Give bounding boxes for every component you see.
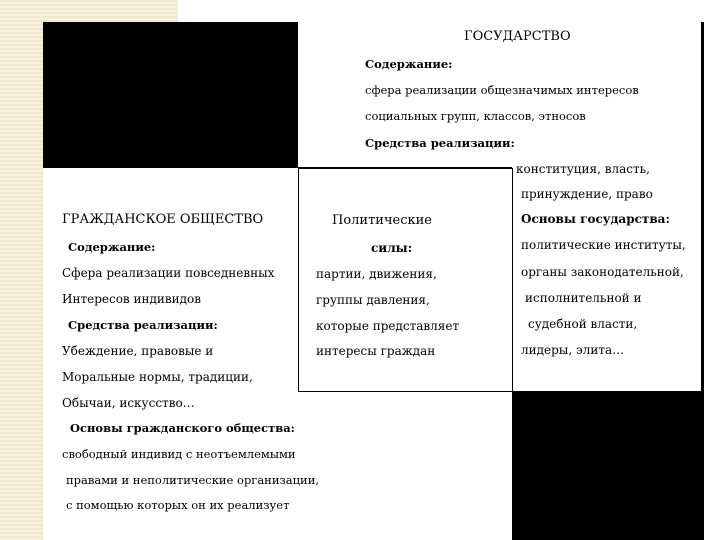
state-means-line: принуждение, право [521, 187, 653, 201]
state-title: ГОСУДАРСТВО [464, 29, 571, 44]
state-content-line: социальных групп, классов, этносов [365, 109, 586, 123]
political-forces-line: партии, движения, [316, 267, 437, 281]
state-means-line: конституция, власть, [516, 162, 650, 176]
political-forces-subtitle: силы: [371, 241, 413, 255]
civil-society-basis-line: правами и неполитические организации, [66, 473, 320, 487]
political-forces-line: которые представляет [316, 319, 460, 333]
civil-society-basis-label: Основы гражданского общества: [70, 421, 295, 435]
civil-society-content-label: Содержание: [68, 240, 156, 254]
state-basis-line: органы законодательной, [521, 265, 684, 279]
political-forces-line: группы давления, [316, 293, 430, 307]
state-means-label: Средства реализации: [365, 136, 515, 150]
state-basis-line: политические институты, [521, 238, 686, 252]
civil-society-means-line: Обычаи, искусство… [62, 396, 195, 410]
civil-society-content-line: Интересов индивидов [62, 292, 202, 306]
civil-society-means-line: Убеждение, правовые и [62, 344, 214, 358]
civil-society-means-line: Моральные нормы, традиции, [62, 370, 253, 384]
state-content-line: сфера реализации общезначимых интересов [365, 83, 639, 97]
state-basis-line: судебной власти, [528, 317, 638, 331]
political-forces-line: интересы граждан [316, 344, 436, 358]
state-basis-line: лидеры, элита… [521, 343, 625, 357]
civil-society-means-label: Средства реализации: [68, 318, 218, 332]
civil-society-content-line: Сфера реализации повседневных [62, 266, 275, 280]
civil-society-panel-lower [298, 391, 512, 540]
civil-society-basis-line: свободный индивид с неотъемлемыми [62, 447, 296, 461]
state-basis-line: исполнительной и [525, 291, 642, 305]
state-basis-label: Основы государства: [521, 212, 670, 226]
state-content-label: Содержание: [365, 57, 453, 71]
civil-society-title: ГРАЖДАНСКОЕ ОБЩЕСТВО [62, 212, 264, 227]
civil-society-basis-line: с помощью которых он их реализует [66, 498, 290, 512]
political-forces-title: Политические [332, 213, 432, 228]
